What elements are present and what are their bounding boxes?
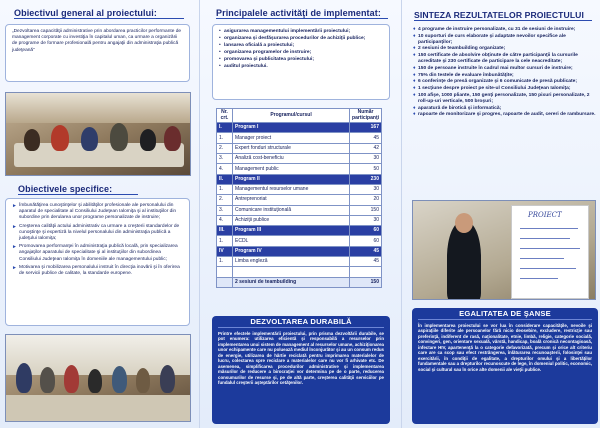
specific-objectives-title: Obiectivele specifice: — [18, 184, 138, 195]
table-cell: 150 — [350, 277, 382, 287]
left-panel — [0, 0, 196, 428]
table-cell: III. — [217, 226, 233, 236]
table-cell: 50 — [350, 164, 382, 174]
sustainable-development-text: Printre efectele implementării proiectului, prin prisma dezvoltării durabile, se pot enumera: utilizarea eficientă şi responsabilă a resurselor prin implementarea unui sistem de management al resurselor umane, achiziţionarea unor echipamente care nu poluează mediul înconjurător şi au un consum redus de energie, utilizarea de hârtie reciclată pentru imprimarea materialelor de lucru, colectarea spre reciclare a materialelor care nu vor fi arhivate etc. De asemenea, simplificarea procedurilor administrative şi implementarea măsurilor de reducere a birocraţiei vor determina pe de o parte, reducerea consumurilor de resurse şi, pe de altă parte, creşterea calităţii serviciilor pe fundalul creşterii aşteptărilor cetăţenilor. — [218, 330, 384, 385]
table-cell: 4. — [217, 215, 233, 225]
table-row — [217, 205, 382, 215]
activity-item: • lansarea oficială a proiectului; — [219, 43, 295, 48]
result-item: ♦ 4 programe de instruire personalizate, cu 31 de sesiuni de instruire; — [413, 27, 576, 32]
header-program: Programul/cursul — [233, 109, 350, 123]
table-cell: 60 — [350, 236, 382, 246]
activities-list — [218, 29, 384, 70]
activity-item: • auditul proiectului. — [219, 64, 268, 69]
table-cell — [217, 267, 233, 277]
programs-table-body — [217, 123, 382, 288]
table-cell: Expert fonduri structurale — [233, 143, 350, 153]
table-cell: Program IV — [233, 246, 350, 256]
sustainable-development-title: DEZVOLTAREA DURABILĂ — [218, 319, 384, 328]
results-title: SINTEZA REZULTATELOR PROIECTULUI — [414, 10, 592, 21]
table-row — [217, 236, 382, 246]
activities-box — [212, 24, 390, 100]
result-item: ♦ 100 afişe, 1000 pliante, 150 genţi personalizate, 150 pixuri personalizate, 2 roll-up-uri verticale, 500 broşuri; — [413, 92, 590, 104]
specific-objective-item: ► Creşterea calităţii actului administrativ ca urmare a creşterii standardelor de cunoştinţe şi expertiză la nivelul personalului din administraţia publică a judeţului Ialomiţa; — [12, 223, 180, 242]
table-cell — [233, 267, 350, 277]
result-item: ♦ 6 conferinţe de presă organizate şi 6 comunicate de presă publicate; — [413, 79, 577, 85]
activity-item: • organizarea şi desfăşurarea procedurilor de achiziţii publice; — [219, 36, 366, 41]
table-row — [217, 257, 382, 267]
general-objective-title: Obiectivul general al proiectului: — [14, 8, 184, 19]
result-item: ♦ aparatură de birotică şi informatică; — [413, 105, 502, 111]
table-cell: 1. — [217, 184, 233, 194]
result-item: ♦ 2 sesiuni de teambuilding organizate; — [413, 46, 506, 52]
table-cell: Program II — [233, 174, 350, 184]
table-cell — [350, 267, 382, 277]
table-row — [217, 246, 382, 256]
table-cell: 20 — [350, 195, 382, 205]
table-cell: Comunicare instituţională — [233, 205, 350, 215]
specific-objectives-box — [5, 198, 190, 326]
middle-panel — [202, 0, 398, 428]
table-row — [217, 164, 382, 174]
result-item: ♦ 1 secţiune despre proiect pe site-ul Consiliului Judeţean Ialomiţa; — [413, 86, 571, 92]
table-cell: Analiză cost-beneficiu — [233, 154, 350, 164]
table-cell: 4. — [217, 164, 233, 174]
arrow-icon: ► — [12, 223, 17, 230]
table-cell: 2. — [217, 195, 233, 205]
equal-opportunity-text: În implementarea proiectului se vor lua în considerare capacităţile, nevoile şi aspiraţiile diferite ale persoanelor fără nicio deosebire, excludere, restricţie sau preferinţă, indiferent de rasă, naţionalitate, etnie, limbă, religie, categorie socială, convingeri, gen, orientare sexuală, vârstă, handicap, boală cronică necontagioasă, infectare HIV, apartenenţă la o categorie defavorizată, precum şi orice alt criteriu care are ca scop sau efect restrângerea, înlăturarea recunoaşterii, folosinţei sau exercitării, în condiţii de egalitate, a drepturilor omului şi a libertăţilor fundamentale sau a drepturilor recunoscute de lege, în domeniul politic, economic, social şi cultural sau în orice alte domenii ale vieţii publice. — [418, 322, 592, 372]
programs-table — [216, 108, 382, 288]
right-panel — [404, 0, 600, 428]
table-cell: 1. — [217, 236, 233, 246]
presenter-flipchart-photo — [412, 200, 596, 300]
equal-opportunity-title: EGALITATEA DE ŞANSE — [418, 311, 592, 320]
result-item: ♦ 10 suporturi de curs elaborate şi adaptate nevoilor specifice ale participanţilor; — [413, 33, 566, 45]
table-cell: II. — [217, 174, 233, 184]
results-list — [412, 27, 596, 119]
specific-objective-item: ► Motivarea şi mobilizarea personalului instruit în direcţia inovării şi în oferirea de servicii publice de calitate, la standarde europene. — [12, 264, 180, 277]
table-cell: 30 — [350, 154, 382, 164]
sustainable-development-box — [212, 316, 390, 424]
flipchart — [511, 205, 589, 299]
table-cell: Achiziţii publice — [233, 215, 350, 225]
table-row — [217, 174, 382, 184]
table-cell: 3. — [217, 205, 233, 215]
table-cell: 30 — [350, 184, 382, 194]
result-item: ♦ 75% din testele de evaluare îmbunătăţite; — [413, 72, 514, 78]
equal-opportunity-box — [412, 308, 598, 424]
training-room-photo — [5, 92, 191, 176]
table-row — [217, 215, 382, 225]
table-row — [217, 277, 382, 287]
table-row — [217, 143, 382, 153]
table-cell: 45 — [350, 133, 382, 143]
table-cell — [217, 277, 233, 287]
arrow-icon: ► — [12, 264, 17, 271]
table-cell: Manager proiect — [233, 133, 350, 143]
arrow-icon: ► — [12, 244, 17, 251]
specific-objective-item: ► Îmbunătăţirea cunoştinţelor şi abilităţilor profesionale ale personalului din aparatul de specialitate al Consiliului Judeţean Ialomiţa şi al instituţiilor din subordine prin derularea unor programe personalizate de instruire; — [12, 203, 177, 221]
table-cell: I. — [217, 123, 233, 133]
table-header-row — [217, 109, 382, 123]
activity-item: • promovarea şi publicitatea proiectului; — [219, 57, 314, 62]
table-cell: 167 — [350, 123, 382, 133]
general-objective-box — [5, 24, 190, 82]
result-item: ♦ 150 certificate de absolvire obţinute de către participanţii la cursurile acreditate şi 230 certificate de participare la cele neacreditate; — [413, 53, 578, 64]
header-count: Număr participanţi — [350, 109, 382, 123]
course-participants-photo — [5, 334, 191, 422]
specific-objective-item: ► Promovarea performanţei în administraţia publică locală, prin specializarea angajaţilor aparatului de specialitate şi al instituţiilor din subordinea Consiliului Judeţean Ialomiţa în domeniile ale managementului public; — [12, 244, 178, 262]
table-cell: ECDL — [233, 236, 350, 246]
table-row — [217, 123, 382, 133]
table-cell: IV — [217, 246, 233, 256]
table-row — [217, 267, 382, 277]
fold-line — [401, 0, 402, 428]
header-nr: Nr. crt. — [217, 109, 233, 123]
result-item: ♦ 150 de persoane instruite în cadrul mai multor cursuri de instruire; — [413, 65, 573, 71]
flipchart-heading: PROIECT — [528, 211, 562, 219]
table-cell: 30 — [350, 215, 382, 225]
table-cell: 230 — [350, 174, 382, 184]
general-objective-text: „Dezvoltarea capacităţii administrative prin abordarea practicilor performante de management corporate cu investiţia în capitalul uman, ca urmare a organizării de programe de formare profesională pentru angajaţii din administraţia publică judeţeană” — [12, 29, 182, 53]
table-row — [217, 133, 382, 143]
arrow-icon: ► — [12, 203, 17, 209]
table-cell: Managementul resurselor umane — [233, 184, 350, 194]
result-item: ♦ rapoarte de monitorizare şi progres, rapoarte de audit, cereri de rambursare. — [413, 112, 596, 118]
table-cell: Limba engleză — [233, 257, 350, 267]
table-cell: 60 — [350, 226, 382, 236]
table-cell: 45 — [350, 257, 382, 267]
table-cell: Program III — [233, 226, 350, 236]
table-row — [217, 184, 382, 194]
activities-title: Principalele activităţi de implementat: — [216, 8, 388, 19]
table-cell: 1. — [217, 133, 233, 143]
activity-item: • organizarea programelor de instruire; — [219, 50, 312, 55]
table-cell: 1. — [217, 257, 233, 267]
fold-line — [199, 0, 200, 428]
table-row — [217, 195, 382, 205]
table-cell: 2. — [217, 143, 233, 153]
table-cell: 42 — [350, 143, 382, 153]
table-cell: 2 sesiuni de teambuilding — [233, 277, 350, 287]
table-cell: Management public — [233, 164, 350, 174]
table-cell: Antreprenoriat — [233, 195, 350, 205]
table-row — [217, 226, 382, 236]
table-cell: 45 — [350, 246, 382, 256]
table-row — [217, 154, 382, 164]
table-cell: 150 — [350, 205, 382, 215]
table-cell: Program I — [233, 123, 350, 133]
table-cell: 3. — [217, 154, 233, 164]
activity-item: • asigurarea managementului implementării proiectului; — [219, 29, 351, 34]
